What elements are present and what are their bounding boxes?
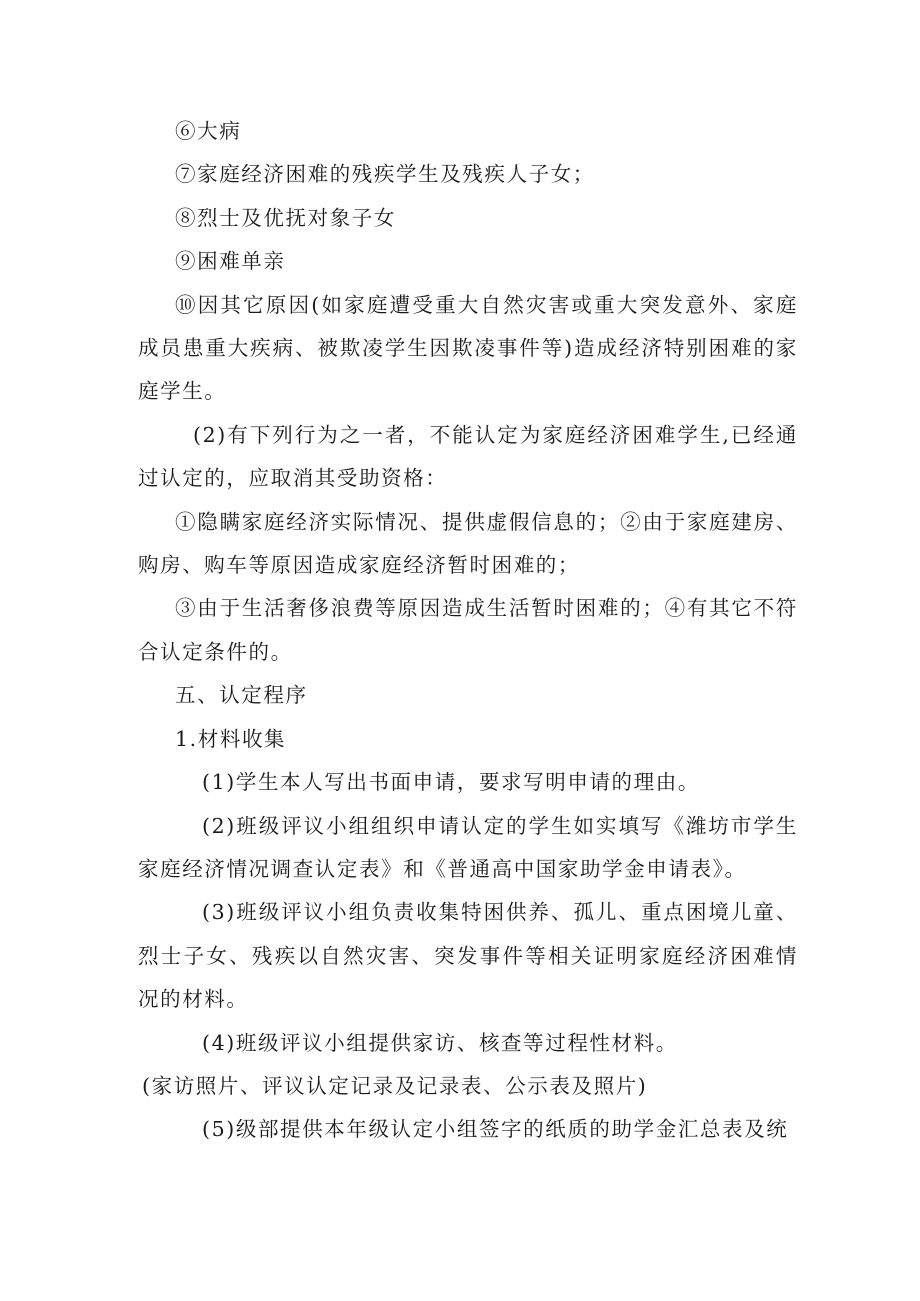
paragraph-material-1: (1)学生本人写出书面申请，要求写明申请的理由。 <box>202 770 700 795</box>
paragraph-material-4: (4)班级评议小组提供家访、核查等过程性材料。 <box>202 1030 678 1055</box>
paragraph-material-5: (5)级部提供本年级认定小组签字的纸质的助学金汇总表及统 <box>202 1117 789 1142</box>
paragraph-item-8: ⑧烈士及优抚对象子女 <box>175 205 396 230</box>
paragraph-item-9: ⑨困难单亲 <box>175 249 286 274</box>
subsection-heading-materials: 1.材料收集 <box>175 726 287 751</box>
paragraph-clause-2: (2)有下列行为之一者，不能认定为家庭经济困难学生,已经通过认定的，应取消其受助资格： <box>138 422 798 491</box>
paragraph-material-2: (2)班级评议小组组织申请认定的学生如实填写《潍坊市学生家庭经济情况调查认定表》和《普通高中国家助学金申请表》。 <box>138 813 798 881</box>
paragraph-item-6: ⑥大病 <box>175 119 242 143</box>
section-heading-procedure: 五、认定程序 <box>175 683 308 708</box>
paragraph-material-3: (3)班级评议小组负责收集特困供养、孤儿、重点困境儿童、烈士子女、残疾以自然灾害、突发事件等相关证明家庭经济困难情况的材料。 <box>138 900 798 1012</box>
paragraph-exclusions-1-2: ①隐瞒家庭经济实际情况、提供虚假信息的；②由于家庭建房、购房、购车等原因造成家庭经济暂时困难的； <box>138 509 798 578</box>
paragraph-item-7: ⑦家庭经济困难的残疾学生及残疾人子女； <box>175 162 595 187</box>
paragraph-material-4-note: (家访照片、评议认定记录及记录表、公示表及照片) <box>142 1073 648 1098</box>
paragraph-item-10: ⑩因其它原因(如家庭遭受重大自然灾害或重大突发意外、家庭成员患重大疾病、被欺凌学生因欺凌事件等)造成经济特别困难的家庭学生。 <box>138 292 798 404</box>
paragraph-exclusions-3-4: ③由于生活奢侈浪费等原因造成生活暂时困难的；④有其它不符合认定条件的。 <box>138 596 798 664</box>
document-body <box>138 110 798 1152</box>
